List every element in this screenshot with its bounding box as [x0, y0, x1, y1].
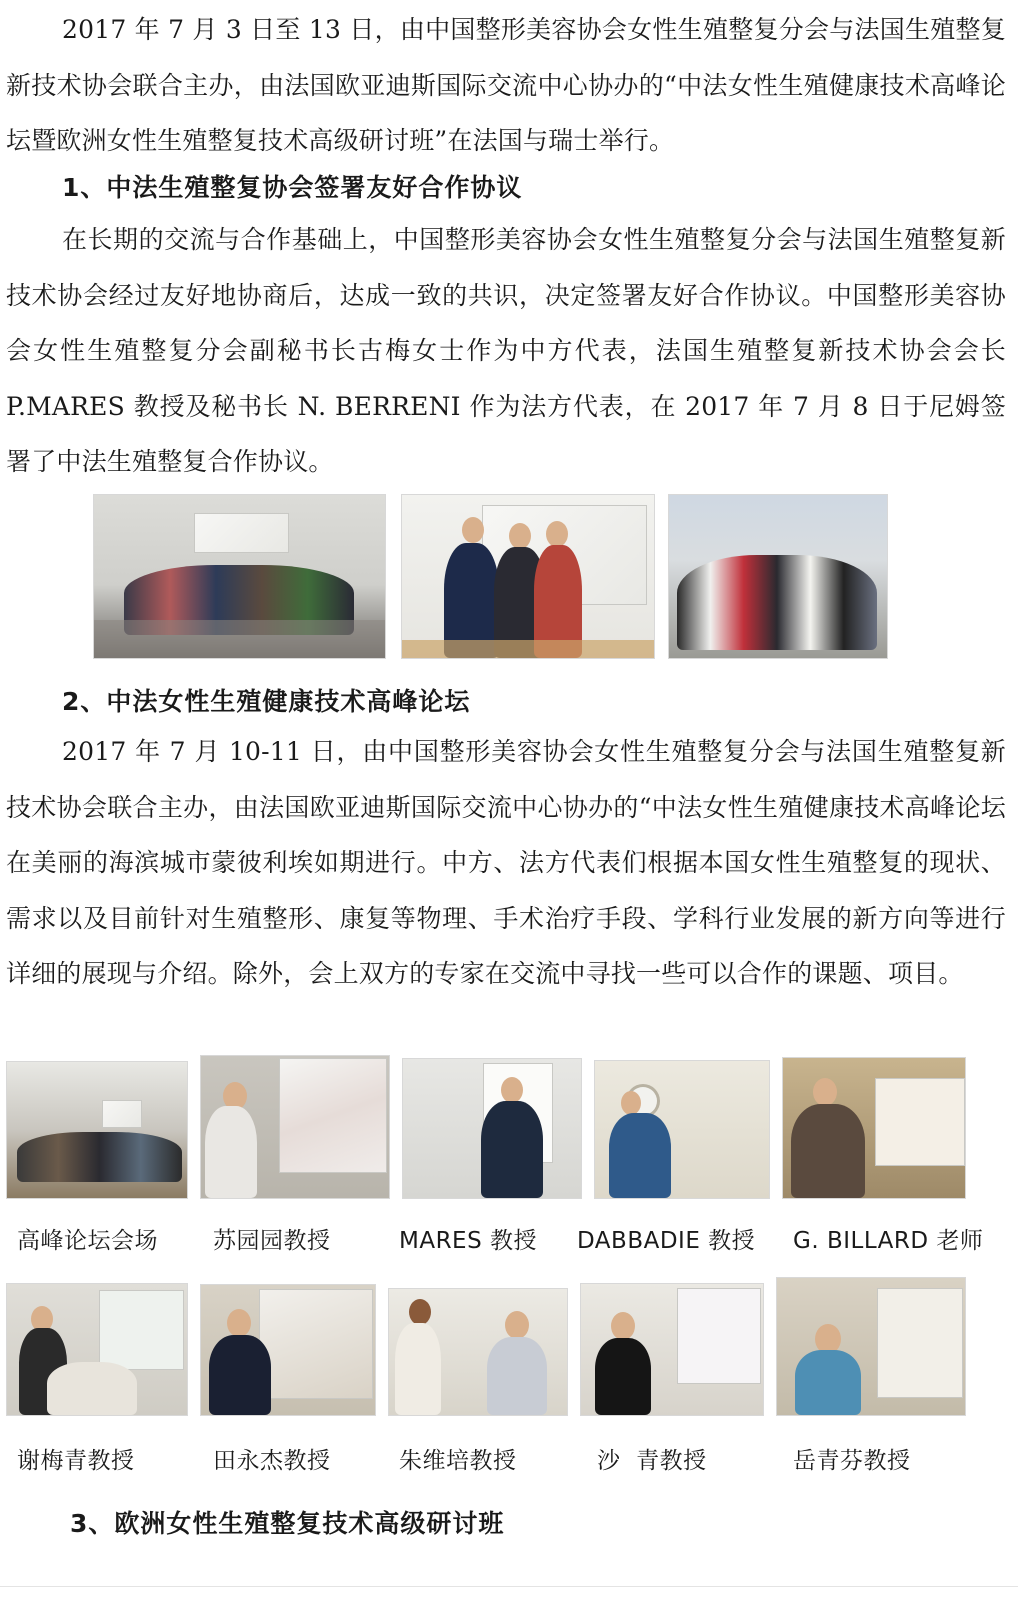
signing-handshake-photo: [401, 494, 655, 659]
caption-mares: MARES 教授: [399, 1228, 538, 1254]
caption-su-yuanyuan: 苏园园教授: [213, 1228, 331, 1254]
section1-paragraph: 在长期的交流与合作基础上，中国整形美容协会女性生殖整复分会与法国生殖整复新技术协会经过友好地协商后，达成一致的共识，决定签署友好合作协议。中国整形美容协会女性生殖整复分会副秘书长古梅女士作为中方代表，法国生殖整复新技术协会会长 P.MARES 教授及秘书长 N. BERRENI 作为法方代表，在 2017 年 7 月 8 日于尼姆签署了中法生殖整复合作协议。: [6, 225, 1006, 476]
section3-heading: 3、欧洲女性生殖整复技术高级研讨班: [70, 1509, 505, 1538]
speaker-yue-qingfen-photo: [776, 1277, 966, 1416]
group-photo-meeting: [93, 494, 386, 659]
speaker-xie-meiqing-photo: [6, 1283, 188, 1416]
caption-billard: G. BILLARD 老师: [793, 1228, 984, 1254]
speaker-sha-qing-photo: [580, 1283, 764, 1416]
bottom-divider: [0, 1586, 1018, 1587]
speaker-dabbadie-photo: [594, 1060, 770, 1199]
section2-paragraph: 2017 年 7 月 10-11 日，由中国整形美容协会女性生殖整复分会与法国生殖整复新技术协会联合主办，由法国欧亚迪斯国际交流中心协办的“中法女性生殖健康技术高峰论坛在美丽的海滨城市蒙彼利埃如期进行。中方、法方代表们根据本国女性生殖整复的现状、需求以及目前针对生殖整形、康复等物理、手术治疗手段、学科行业发展的新方向等进行详细的展现与介绍。除外，会上双方的专家在交流中寻找一些可以合作的课题、项目。: [6, 737, 1006, 988]
speaker-billard-photo: [782, 1057, 966, 1199]
speaker-mares-photo: [402, 1058, 582, 1199]
caption-tian-yongjie: 田永杰教授: [213, 1448, 331, 1474]
caption-sha-qing: 沙 青教授: [597, 1448, 707, 1474]
caption-zhu-weipei: 朱维培教授: [399, 1448, 517, 1474]
caption-xie-meiqing: 谢梅青教授: [17, 1448, 135, 1474]
section2-heading: 2、中法女性生殖健康技术高峰论坛: [62, 687, 471, 716]
forum-venue-photo: [6, 1061, 188, 1199]
caption-yue-qingfen: 岳青芬教授: [793, 1448, 911, 1474]
group-photo-outdoor: [668, 494, 888, 659]
caption-dabbadie: DABBADIE 教授: [577, 1228, 756, 1254]
speaker-su-yuanyuan-photo: [200, 1055, 390, 1199]
speaker-tian-yongjie-photo: [200, 1284, 376, 1416]
caption-forum-venue: 高峰论坛会场: [17, 1228, 158, 1254]
intro-paragraph: 2017 年 7 月 3 日至 13 日，由中国整形美容协会女性生殖整复分会与法国生殖整复新技术协会联合主办，由法国欧亚迪斯国际交流中心协办的“中法女性生殖健康技术高峰论坛暨欧洲女性生殖整复技术高级研讨班”在法国与瑞士举行。: [6, 15, 1006, 155]
section1-heading: 1、中法生殖整复协会签署友好合作协议: [62, 173, 523, 202]
speaker-zhu-weipei-photo: [388, 1288, 568, 1416]
